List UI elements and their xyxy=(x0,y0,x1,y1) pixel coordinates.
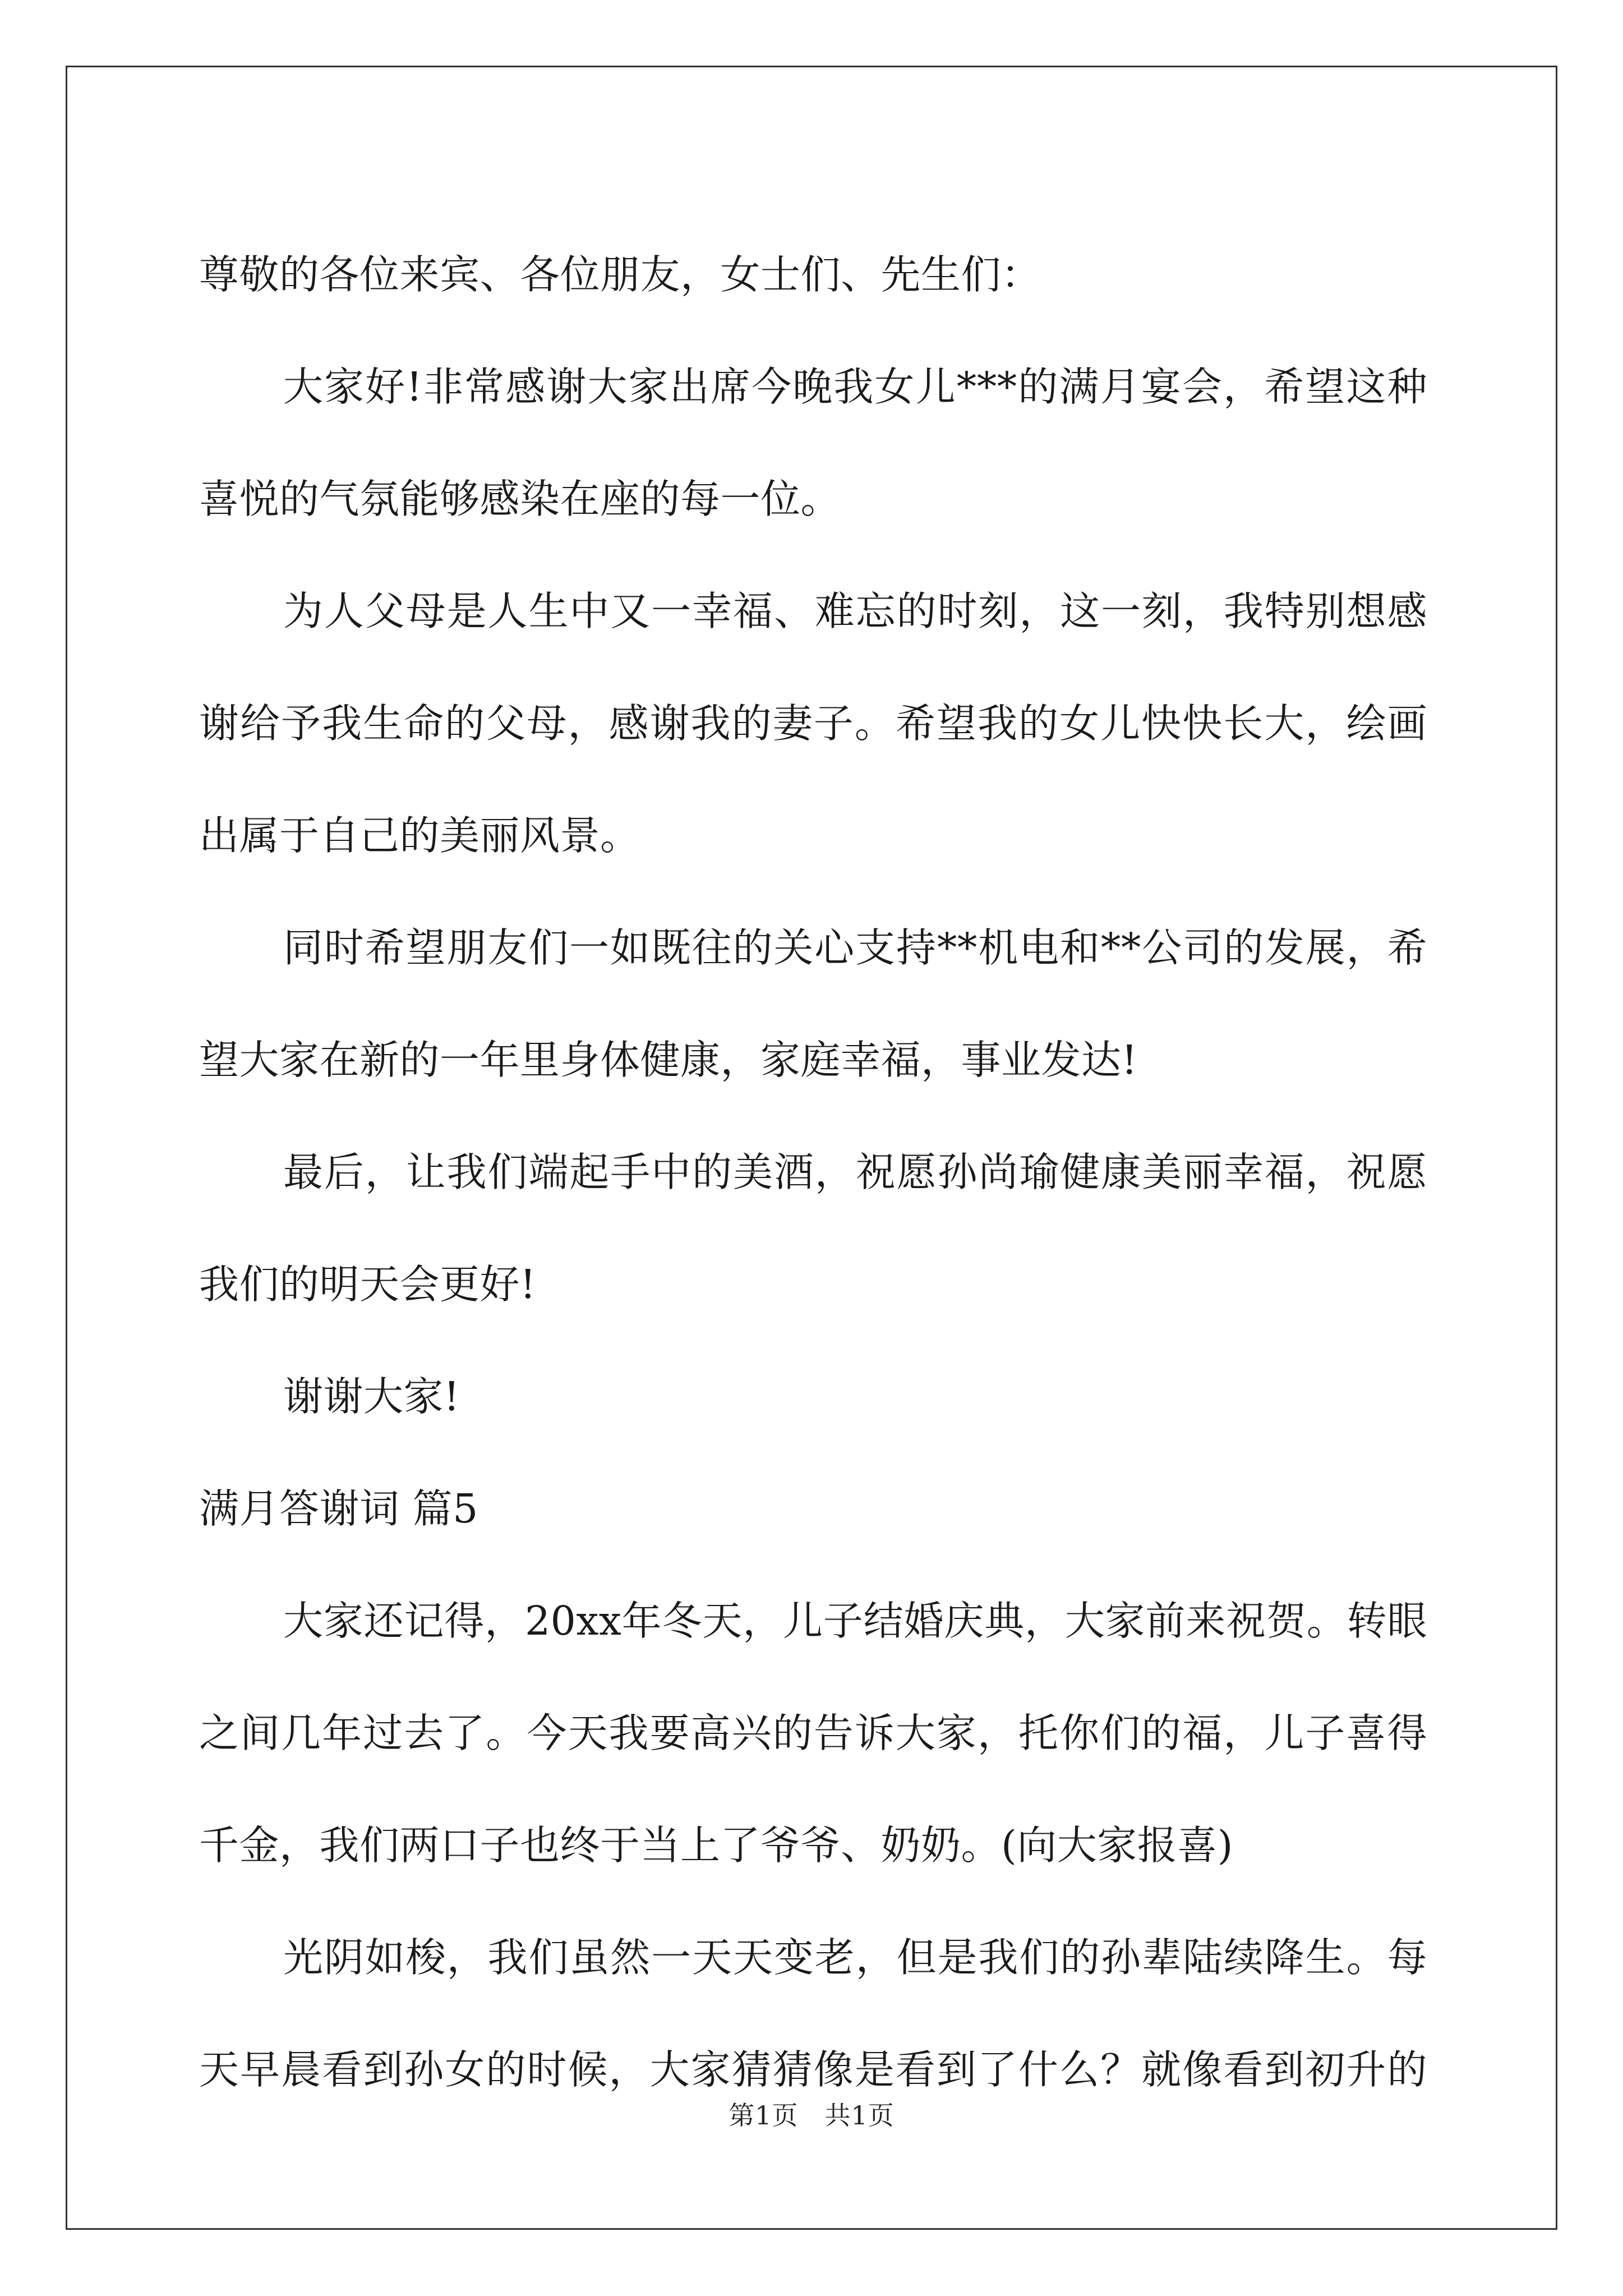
text-line: 我们的明天会更好! xyxy=(199,1261,537,1308)
text-line: 出属于自己的美丽风景。 xyxy=(199,812,640,859)
text-line: 谢给予我生命的父母，感谢我的妻子。希望我的女儿快快长大，绘画 xyxy=(199,700,1427,747)
text-line: 大家还记得，20xx年冬天，儿子结婚庆典，大家前来祝贺。转眼 xyxy=(283,1598,1427,1644)
text-line: 千金，我们两口子也终于当上了爷爷、奶奶。(向大家报喜) xyxy=(199,1822,1233,1869)
text-line: 最后，让我们端起手中的美酒，祝愿孙尚瑜健康美丽幸福，祝愿 xyxy=(283,1149,1427,1195)
salutation-line: 尊敬的各位来宾、各位朋友，女士们、先生们： xyxy=(199,251,1041,298)
section-heading: 满月答谢词 篇5 xyxy=(199,1485,478,1532)
text-line: 望大家在新的一年里身体健康，家庭幸福，事业发达! xyxy=(199,1037,1138,1083)
text-line: 天早晨看到孙女的时候，大家猜猜像是看到了什么？就像看到初升的 xyxy=(199,2046,1427,2093)
text-line: 之间几年过去了。今天我要高兴的告诉大家，托你们的福，儿子喜得 xyxy=(199,1710,1427,1756)
text-line: 谢谢大家! xyxy=(283,1373,460,1420)
page-number-footer: 第1页 共1页 xyxy=(728,2100,895,2131)
text-line: 为人父母是人生中又一幸福、难忘的时刻，这一刻，我特别想感 xyxy=(283,588,1427,634)
text-line: 光阴如梭，我们虽然一天天变老，但是我们的孙辈陆续降生。每 xyxy=(283,1934,1427,1981)
document-body xyxy=(199,219,1427,2126)
text-line: 同时希望朋友们一如既往的关心支持**机电和**公司的发展，希 xyxy=(283,924,1427,971)
text-line: 喜悦的气氛能够感染在座的每一位。 xyxy=(199,476,841,522)
text-line: 大家好!非常感谢大家出席今晚我女儿***的满月宴会，希望这种 xyxy=(283,364,1427,410)
